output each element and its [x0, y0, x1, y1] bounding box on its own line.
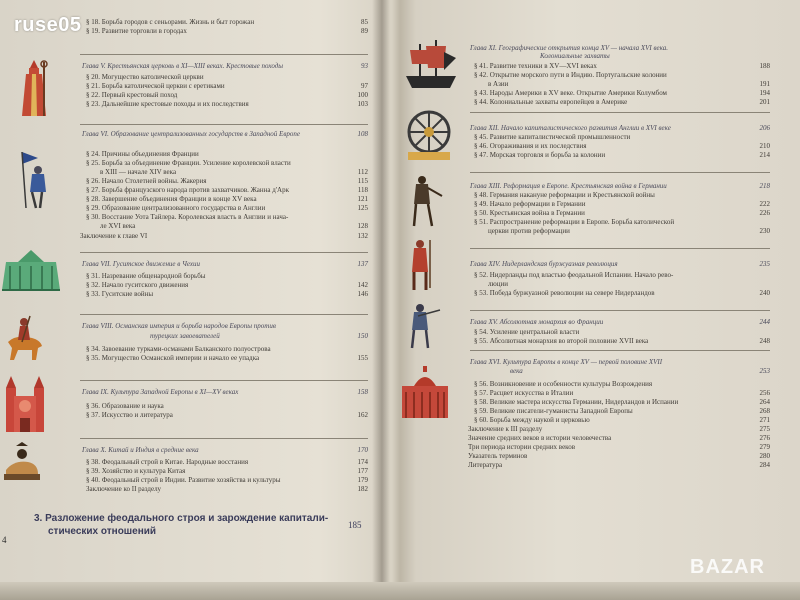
toc-line: § 23. Дальнейшие крестовые походы и их последствия 103	[86, 100, 368, 108]
chapter-title: Глава VIII. Османская империя и борьба народов Европы против	[82, 322, 276, 330]
toc-line: Заключение ко II разделу 182	[86, 485, 368, 493]
toc-line: § 31. Назревание общенародной борьбы	[86, 272, 206, 280]
dutch-rebel-illustration	[404, 236, 440, 292]
ruse05-watermark: ruse05	[14, 14, 82, 36]
toc-line: § 30. Восстание Уота Тайлера. Королевская власть в Англии и нача-	[86, 213, 289, 221]
chapter-title: Глава XVI. Культура Европы в конце XV — первой половине XVII	[470, 358, 663, 366]
chapter-title: Глава VII. Гуситское движение в Чехии 137	[82, 260, 368, 268]
chinese-figure-illustration	[2, 440, 42, 484]
horseman-illustration	[2, 312, 46, 364]
toc-line: Указатель терминов 280	[468, 452, 770, 460]
section-divider	[80, 124, 368, 125]
toc-line: § 57. Расцвет искусства в Италии 256	[474, 389, 770, 397]
toc-line: § 33. Гуситские войны 146	[86, 290, 368, 298]
toc-line: § 41. Развитие техники в XV—XVI веках 188	[474, 62, 770, 70]
part-heading: 3. Разложение феодального строя и зарождение капитали-	[34, 513, 329, 524]
toc-line: § 56. Возникновение и особенности культуры Возрождения	[474, 380, 653, 388]
toc-line: § 36. Образование и наука	[86, 402, 164, 410]
toc-line: церкви против реформации 230	[488, 227, 770, 235]
sailing-ship-illustration	[400, 38, 462, 94]
chapter-title: Глава XIII. Реформация в Европе. Крестьянская война в Германии 218	[470, 182, 770, 190]
toc-line: § 27. Борьба французского народа против захватчиков. Жанна д'Арк 118	[86, 186, 368, 194]
reformation-soldier-illustration	[404, 172, 444, 228]
toc-line: § 45. Развитие капиталистической промышленности	[474, 133, 631, 141]
toc-line: § 54. Усиление центральной власти	[474, 328, 580, 336]
chapter-subtitle: века 253	[510, 367, 770, 375]
chapter-title-continuation: турецких завоевателей 150	[150, 332, 368, 340]
toc-line: § 46. Огораживания и их последствия 210	[474, 142, 770, 150]
toc-line: § 20. Могущество католической церкви	[86, 73, 204, 81]
chapter-title: Глава XIV. Нидерландская буржуазная революция 235	[470, 260, 770, 268]
toc-line: § 43. Народы Америки в XV веке. Открытие Америки Колумбом 194	[474, 89, 770, 97]
toc-line: § 53. Победа буржуазной революции на севере Нидерландов 240	[474, 289, 770, 297]
section-divider	[470, 172, 770, 173]
toc-line: § 28. Завершение объединения Франции в конце XV века 121	[86, 195, 368, 203]
toc-line: § 24. Причины объединения Франции	[86, 150, 199, 158]
toc-line: § 60. Борьба между наукой и церковью 271	[474, 416, 770, 424]
page-bottom-edge	[0, 582, 800, 600]
part-heading-continuation: стических отношений	[48, 526, 157, 537]
toc-line: § 37. Искусство и литература 162	[86, 411, 368, 419]
toc-line: ле XVI века 128	[100, 222, 368, 230]
toc-line: § 38. Феодальный строй в Китае. Народные восстания 174	[86, 458, 368, 466]
toc-line: Литература 284	[468, 461, 770, 469]
chapter-title: Глава X. Китай и Индия в средние века 170	[82, 446, 368, 454]
toc-line: § 25. Борьба за объединение Франции. Усиление королевской власти	[86, 159, 291, 167]
toc-line: Три периода истории средних веков 279	[468, 443, 770, 451]
domed-basilica-illustration	[396, 364, 454, 418]
toc-line: § 52. Нидерланды под властью феодальной Испании. Начало рево-	[474, 271, 674, 279]
chapter-title: Глава V. Крестьянская церковь в XI—XIII веках. Крестовые походы 93	[82, 62, 368, 70]
chapter-title: Глава XII. Начало капиталистического развития Англии в XVI веке 206	[470, 124, 770, 132]
chapter-title: Глава XV. Абсолютная монархия во Франции 244	[470, 318, 770, 326]
toc-line: Значение средних веков в истории человечества 276	[468, 434, 770, 442]
toc-line: Заключение к главе VI 132	[80, 232, 368, 240]
knight-with-banner-illustration	[16, 148, 56, 212]
toc-line: § 47. Морская торговля и борьба за колонии 214	[474, 151, 770, 159]
toc-line: § 22. Первый крестовый поход 100	[86, 91, 368, 99]
toc-line: в Азии 191	[488, 80, 770, 88]
toc-line: § 32. Начало гуситского движения 142	[86, 281, 368, 289]
part-page-number: 185	[348, 520, 362, 530]
toc-line: § 48. Германия накануне реформации и Крестьянской войны	[474, 191, 655, 199]
toc-line: § 55. Абсолютная монархия во второй половине XVII века 248	[474, 337, 770, 345]
toc-line: § 18. Борьба городов с сеньорами. Жизнь и быт горожан 85	[86, 18, 368, 26]
chapter-subtitle: Колониальные захваты	[540, 52, 610, 60]
book-gutter	[372, 0, 390, 600]
section-divider	[470, 310, 770, 311]
toc-line: люции	[488, 280, 508, 288]
toc-line: § 40. Феодальный строй в Индии. Развитие хозяйства и культуры 179	[86, 476, 368, 484]
bishop-figure-illustration	[18, 58, 54, 118]
section-divider	[80, 252, 368, 253]
toc-line: § 51. Распространение реформации в Европе. Борьба католической	[474, 218, 675, 226]
toc-line: Заключение к III разделу 275	[468, 425, 770, 433]
toc-line: § 26. Начало Столетней войны. Жакерия 115	[86, 177, 368, 185]
toc-line: § 50. Крестьянская война в Германии 226	[474, 209, 770, 217]
page-number: 4	[2, 535, 7, 545]
section-divider	[80, 54, 368, 55]
chapter-title: Глава IX. Культура Западной Европы в XI—XV веках 158	[82, 388, 368, 396]
hussite-fortress-illustration	[0, 248, 62, 292]
bazar-logo-watermark: BAZAR	[690, 556, 765, 578]
toc-line: в XIII — начале XIV века 112	[100, 168, 368, 176]
toc-line: § 49. Начало реформации в Германии 222	[474, 200, 770, 208]
section-divider	[80, 314, 368, 315]
toc-line: § 44. Колониальные захваты европейцев в Америке 201	[474, 98, 770, 106]
toc-line: § 21. Борьба католической церкви с еретиками 97	[86, 82, 368, 90]
section-divider	[80, 380, 368, 381]
toc-line: § 58. Великие мастера искусства Германии, Нидерландов и Испании 264	[474, 398, 770, 406]
toc-line: § 34. Завоевание турками-османами Балканского полуострова	[86, 345, 271, 353]
toc-line: § 35. Могущество Османской империи и начало ее упадка 155	[86, 354, 368, 362]
section-divider	[470, 350, 770, 351]
toc-line: § 39. Хозяйство и культура Китая 177	[86, 467, 368, 475]
section-divider	[80, 438, 368, 439]
section-divider	[470, 112, 770, 113]
cathedral-illustration	[2, 372, 48, 432]
chapter-title: Глава VI. Образование централизованных государств в Западной Европе 108	[82, 130, 368, 138]
section-divider	[470, 248, 770, 249]
toc-line: § 42. Открытие морского пути в Индию. Португальские колонии	[474, 71, 667, 79]
waterwheel-illustration	[404, 104, 454, 162]
toc-line: § 19. Развитие торговли в городах 89	[86, 27, 368, 35]
musketeer-illustration	[404, 300, 442, 350]
toc-line: § 59. Великие писатели-гуманисты Западной Европы 268	[474, 407, 770, 415]
chapter-title: Глава XI. Географические открытия конца XV — начала XVI века.	[470, 44, 669, 52]
toc-line: § 29. Образование централизованного государства в Англии 125	[86, 204, 368, 212]
